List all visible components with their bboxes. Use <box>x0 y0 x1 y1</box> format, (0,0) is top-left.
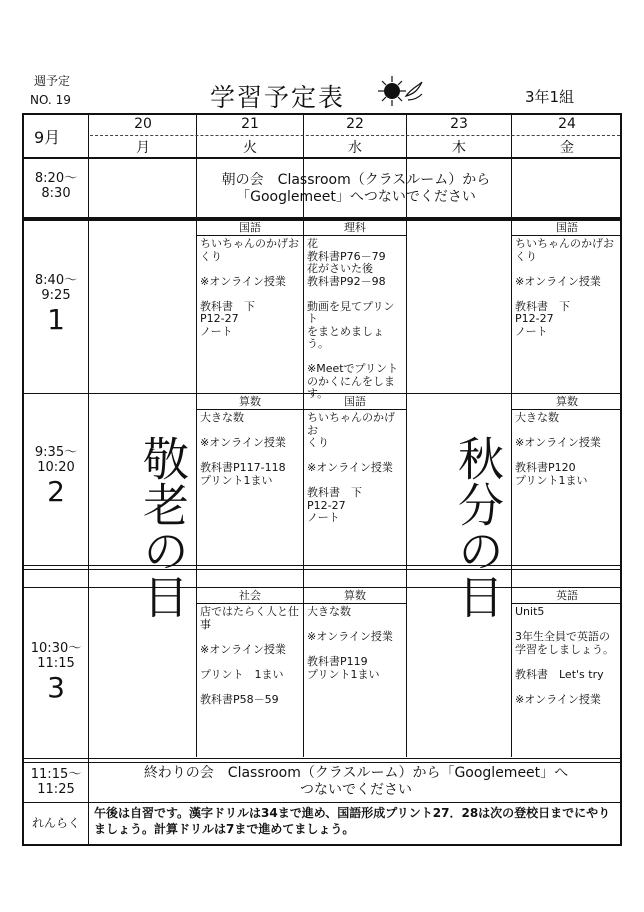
weekly-label: 週予定 <box>34 74 71 88</box>
lesson-fri-1: ちいちゃんのかげお くり ※オンライン授業 教科書 下 P12-27 ノート <box>515 237 614 338</box>
lesson-fri-3: Unit5 3年生全員で英語の 学習をしましょう。 教科書 Let's try ※オンライン授業 <box>515 605 614 706</box>
closing-meeting: 終わりの会 Classroom（クラスルーム）から「Googlemeet」へ つないでください <box>143 765 569 798</box>
period-1-number: 1 <box>47 303 65 336</box>
schedule-table <box>22 113 622 846</box>
lesson-wed-2: ちいちゃんのかげお くり ※オンライン授業 教科書 下 P12-27 ノート <box>307 411 395 524</box>
weekday-thu: 木 <box>452 140 466 156</box>
subject-tue-2: 算数 <box>197 395 303 410</box>
period-1-time: 8:40～ 9:25 <box>34 273 78 303</box>
closing-time: 11:15～ 11:25 <box>30 767 82 797</box>
page-title: 学習予定表 <box>210 83 346 112</box>
subject-wed-3: 算数 <box>304 589 406 604</box>
date-mon: 20 <box>134 116 152 132</box>
class-label: 3年1組 <box>525 88 575 106</box>
period-2-time: 9:35～ 10:20 <box>34 445 78 475</box>
lesson-wed-3: 大きな数 ※オンライン授業 教科書P119 プリント1まい <box>307 605 393 681</box>
lesson-tue-3: 店ではたらく人と仕 事 ※オンライン授業 プリント 1まい 教科書P58－59 <box>200 605 299 706</box>
date-wed: 22 <box>346 116 364 132</box>
lesson-tue-2: 大きな数 ※オンライン授業 教科書P117-118 プリント1まい <box>200 411 286 487</box>
morning-meeting: 朝の会 Classroom（クラスルーム）から 「Googlemeet」へつないでください <box>221 172 491 205</box>
issue-number: NO. 19 <box>30 93 71 107</box>
sunflower-icon <box>372 74 424 108</box>
period-3-number: 3 <box>47 671 65 704</box>
date-fri: 24 <box>558 116 576 132</box>
morning-time: 8:20～ 8:30 <box>34 171 78 201</box>
subject-fri-1: 国語 <box>512 221 622 236</box>
subject-tue-1: 国語 <box>197 221 303 236</box>
contact-label: れんらく <box>31 816 80 830</box>
weekday-wed: 水 <box>348 140 362 156</box>
weekday-tue: 火 <box>243 140 257 156</box>
lesson-tue-1: ちいちゃんのかげお くり ※オンライン授業 教科書 下 P12-27 ノート <box>200 237 299 338</box>
lesson-fri-2: 大きな数 ※オンライン授業 教科書P120 プリント1まい <box>515 411 601 487</box>
contact-notes: 午後は自習です。漢字ドリルは34まで進め、国語形成プリント27．28は次の登校日までにやりましょう。計算ドリルは7まで進めてましょう。 <box>94 806 611 836</box>
month-label: 9月 <box>34 128 61 147</box>
holiday-thursday: 秋分の日 <box>451 435 505 619</box>
subject-wed-1: 理科 <box>304 221 406 236</box>
date-thu: 23 <box>450 116 468 132</box>
subject-fri-2: 算数 <box>512 395 622 410</box>
holiday-monday: 敬老の日 <box>136 435 190 619</box>
weekday-mon: 月 <box>136 140 150 156</box>
period-3-time: 10:30～ 11:15 <box>30 641 82 671</box>
subject-wed-2: 国語 <box>304 395 406 410</box>
subject-fri-3: 英語 <box>512 589 622 604</box>
lesson-wed-1: 花 教科書P76－79 花がさいた後 教科書P92－98 動画を見てプリント をまとめましょう。 ※Meetでプリント のかくにんをします。 <box>307 237 399 400</box>
period-2-number: 2 <box>47 475 65 508</box>
date-tue: 21 <box>241 116 259 132</box>
weekday-fri: 金 <box>560 140 574 156</box>
subject-tue-3: 社会 <box>197 589 303 604</box>
